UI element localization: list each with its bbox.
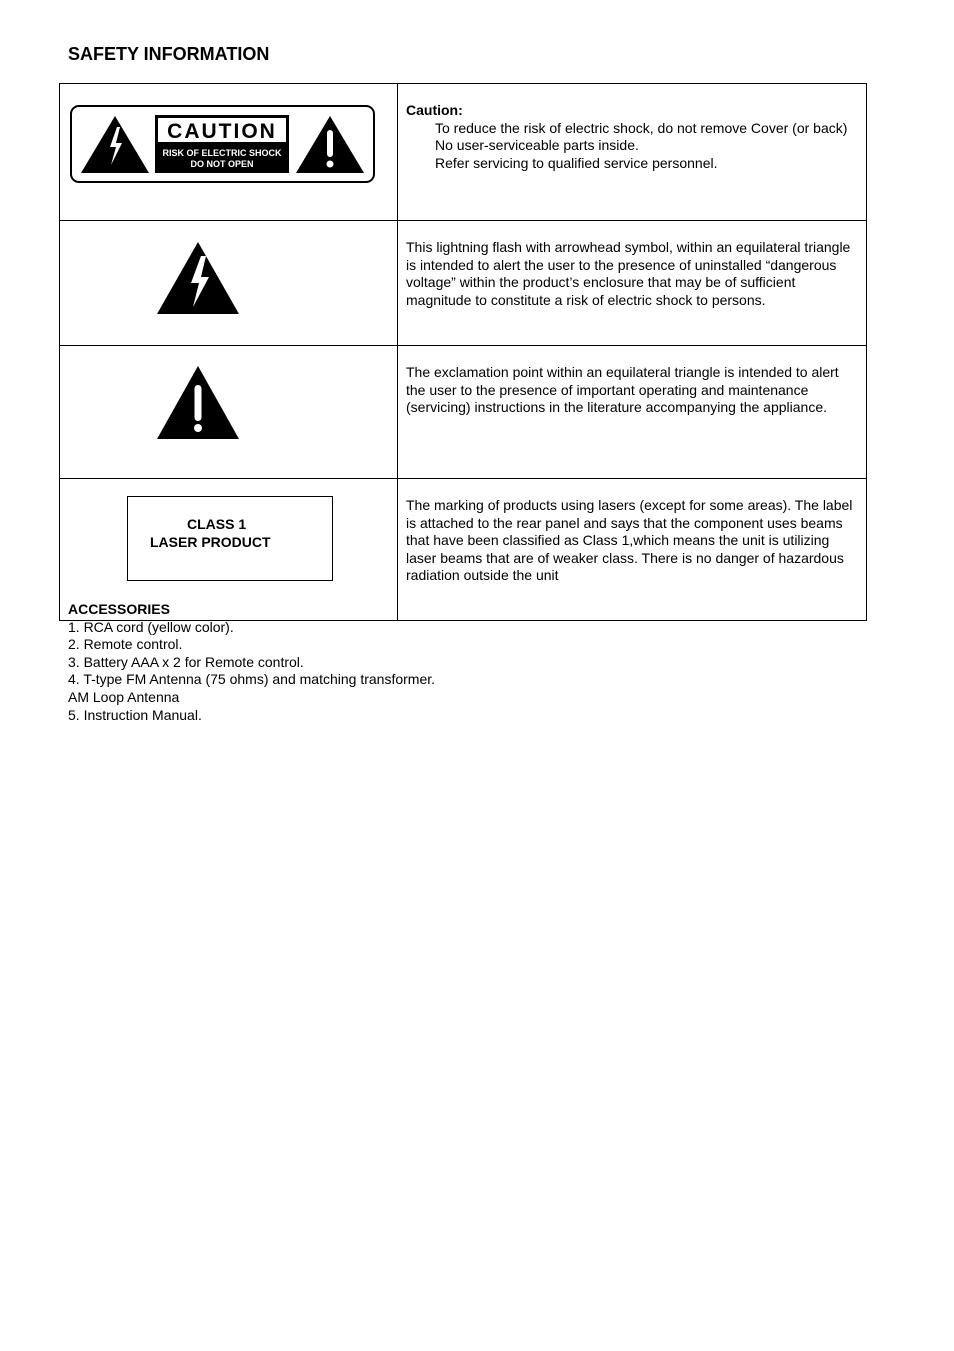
caution-line1: RISK OF ELECTRIC SHOCK [162, 148, 282, 158]
laser-text-cell [398, 479, 867, 621]
table-row [60, 479, 867, 621]
accessories-section [68, 601, 435, 724]
icon-cell [60, 479, 398, 621]
exclamation-triangle-icon [156, 365, 240, 440]
list-item: 4. T-type FM Antenna (75 ohms) and matching transformer. [68, 671, 436, 688]
page-title: SAFETY INFORMATION [68, 44, 270, 64]
list-item: AM Loop Antenna [68, 688, 180, 705]
lightning-description: This lightning flash with arrowhead symbol, within an equilateral triangle is intended to alert the user to the presence of uninstalled “dangerous voltage” within the product’s enclosure that may be of sufficient magnitude to constitute a risk of electric shock to persons. [406, 239, 851, 308]
laser-label-line1: CLASS 1 [187, 516, 247, 532]
safety-table [59, 83, 867, 621]
table-row [60, 84, 867, 221]
list-item: 3. Battery AAA x 2 for Remote control. [68, 653, 304, 670]
laser-description: The marking of products using lasers (except for some areas). The label is attached to the rear panel and says that the component uses beams that have been classified as Class 1,which means the unit is utilizing laser beams that are of weaker class. There is no danger of hazardous radiation outside the unit [406, 497, 853, 584]
icon-cell [60, 221, 398, 346]
table-row [60, 346, 867, 479]
laser-label-line2: LASER PRODUCT [150, 534, 271, 550]
caution-heading-text: Caution: [406, 102, 463, 118]
list-item: 1. RCA cord (yellow color). [68, 618, 234, 635]
list-item: 5. Instruction Manual. [68, 706, 202, 723]
caution-text-cell [398, 84, 867, 221]
lightning-triangle-icon [156, 241, 240, 315]
table-row [60, 221, 867, 346]
class1-laser-label [127, 496, 333, 581]
caution-line: Refer servicing to qualified service personnel. [435, 154, 718, 171]
list-item: 2. Remote control. [68, 636, 183, 653]
icon-cell [60, 346, 398, 479]
caution-line: No user-serviceable parts inside. [435, 137, 639, 154]
caution-line: To reduce the risk of electric shock, do not remove Cover (or back) [435, 119, 848, 136]
exclamation-description: The exclamation point within an equilateral triangle is intended to alert the user to the presence of important operating and maintenance (servicing) instructions in the literature accompanying the appliance. [406, 364, 839, 416]
lightning-text-cell [398, 221, 867, 346]
caution-line2: DO NOT OPEN [190, 159, 254, 169]
caution-label-icon [70, 105, 375, 183]
icon-cell [60, 84, 398, 221]
exclamation-text-cell [398, 346, 867, 479]
accessories-title: ACCESSORIES [68, 601, 170, 617]
caution-heading: CAUTION [167, 120, 277, 143]
